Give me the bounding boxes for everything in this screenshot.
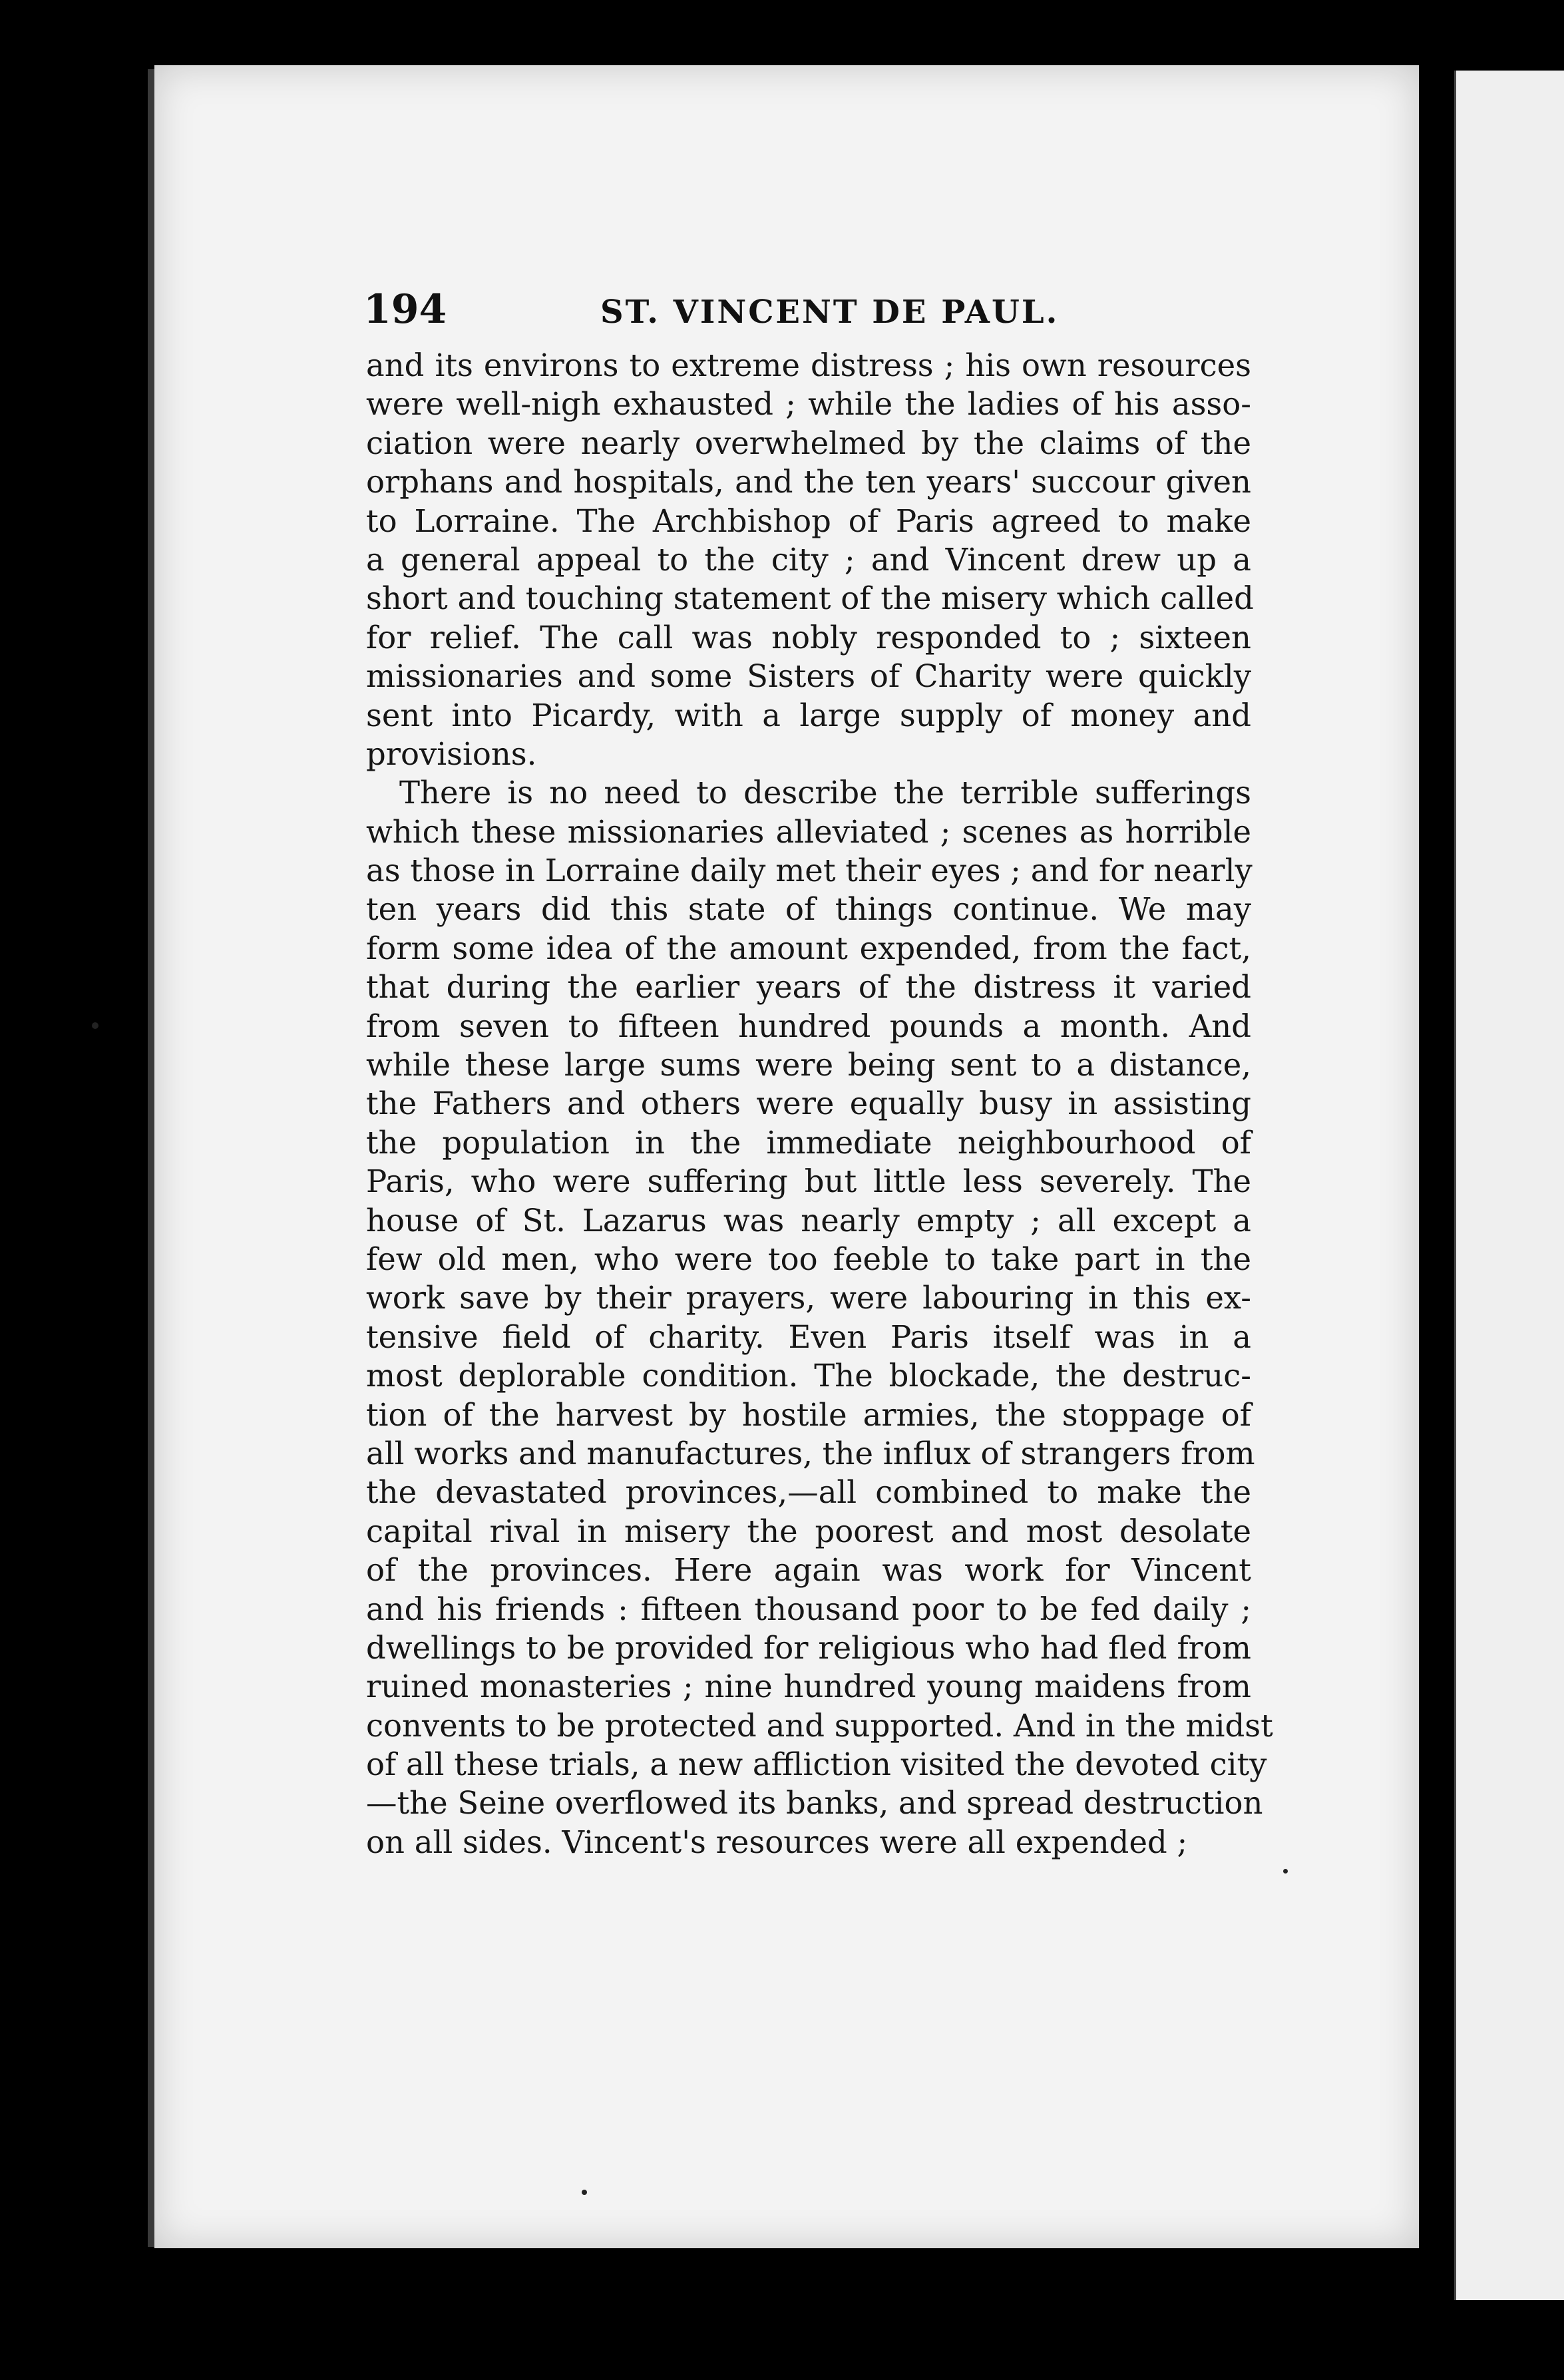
print-speck [1283,1869,1288,1874]
text-line: of the provinces. Here again was work for Vincent [366,1552,1251,1589]
text-line: and his friends : fifteen thousand poor to be fed daily ; [366,1591,1251,1627]
text-line: which these missionaries alleviated ; scenes as horrible [366,813,1251,850]
text-line: for relief. The call was nobly responded to ; sixteen [366,619,1251,656]
text-line: ruined monasteries ; nine hundred young maidens from [366,1669,1251,1705]
text-line: tion of the harvest by hostile armies, the stoppage of [366,1396,1251,1433]
print-speck [582,2190,587,2195]
text-line: capital rival in misery the poorest and most desolate [366,1513,1251,1549]
text-line: Paris, who were suffering but little less severely. The [366,1163,1251,1200]
text-line: most deplorable condition. The blockade, the destruc- [366,1358,1251,1394]
text-line: There is no need to describe the terrible sufferings [399,775,1251,811]
text-line: that during the earlier years of the distress it varied [366,969,1251,1006]
facing-page-edge [1454,71,1564,2300]
text-line: house of St. Lazarus was nearly empty ; all except a [366,1202,1251,1239]
text-line: the population in the immediate neighbourhood of [366,1124,1251,1161]
text-line: —the Seine overflowed its banks, and spread destruction [366,1785,1263,1822]
text-line: provisions. [366,735,537,772]
body-text [366,346,1273,1862]
text-line: from seven to fifteen hundred pounds a month. And [366,1008,1251,1044]
text-line: sent into Picardy, with a large supply of money and [366,697,1251,733]
text-line: all works and manufactures, the influx of strangers from [366,1435,1255,1472]
text-line: ciation were nearly overwhelmed by the claims of the [366,425,1251,461]
text-line: were well-nigh exhausted ; while the ladies of his asso- [366,386,1251,423]
text-line: on all sides. Vincent's resources were all expended ; [366,1824,1188,1860]
text-line: tensive field of charity. Even Paris itself was in a [366,1318,1251,1355]
text-line: form some idea of the amount expended, from the fact, [366,930,1251,966]
print-speck [92,1022,98,1029]
text-line: missionaries and some Sisters of Charity were quickly [366,658,1251,695]
page-header [210,280,1262,339]
text-line: ten years did this state of things continue. We may [366,891,1251,928]
text-line: while these large sums were being sent to a distance, [366,1047,1251,1084]
text-line: short and touching statement of the misery which called [366,580,1254,617]
text-line: as those in Lorraine daily met their eyes ; and for nearly [366,853,1253,889]
text-line: work save by their prayers, were labouring in this ex- [366,1280,1251,1316]
running-head: ST. VINCENT DE PAUL. [600,294,1060,331]
text-line: the Fathers and others were equally busy in assisting [366,1086,1251,1122]
text-line: convents to be protected and supported. And in the midst [366,1707,1273,1744]
text-line: to Lorraine. The Archbishop of Paris agreed to make [366,502,1251,539]
text-line: the devastated provinces,—all combined to make the [366,1474,1251,1511]
text-line: dwellings to be provided for religious who had fled from [366,1629,1251,1666]
text-line: orphans and hospitals, and the ten years' succour given [366,464,1251,500]
text-line: and its environs to extreme distress ; his own resources [366,347,1251,383]
text-line: a general appeal to the city ; and Vincent drew up a [366,541,1251,578]
page-number: 194 [363,286,447,333]
text-line: of all these trials, a new affliction visited the devoted city [366,1746,1267,1783]
text-line: few old men, who were too feeble to take part in the [366,1241,1251,1277]
